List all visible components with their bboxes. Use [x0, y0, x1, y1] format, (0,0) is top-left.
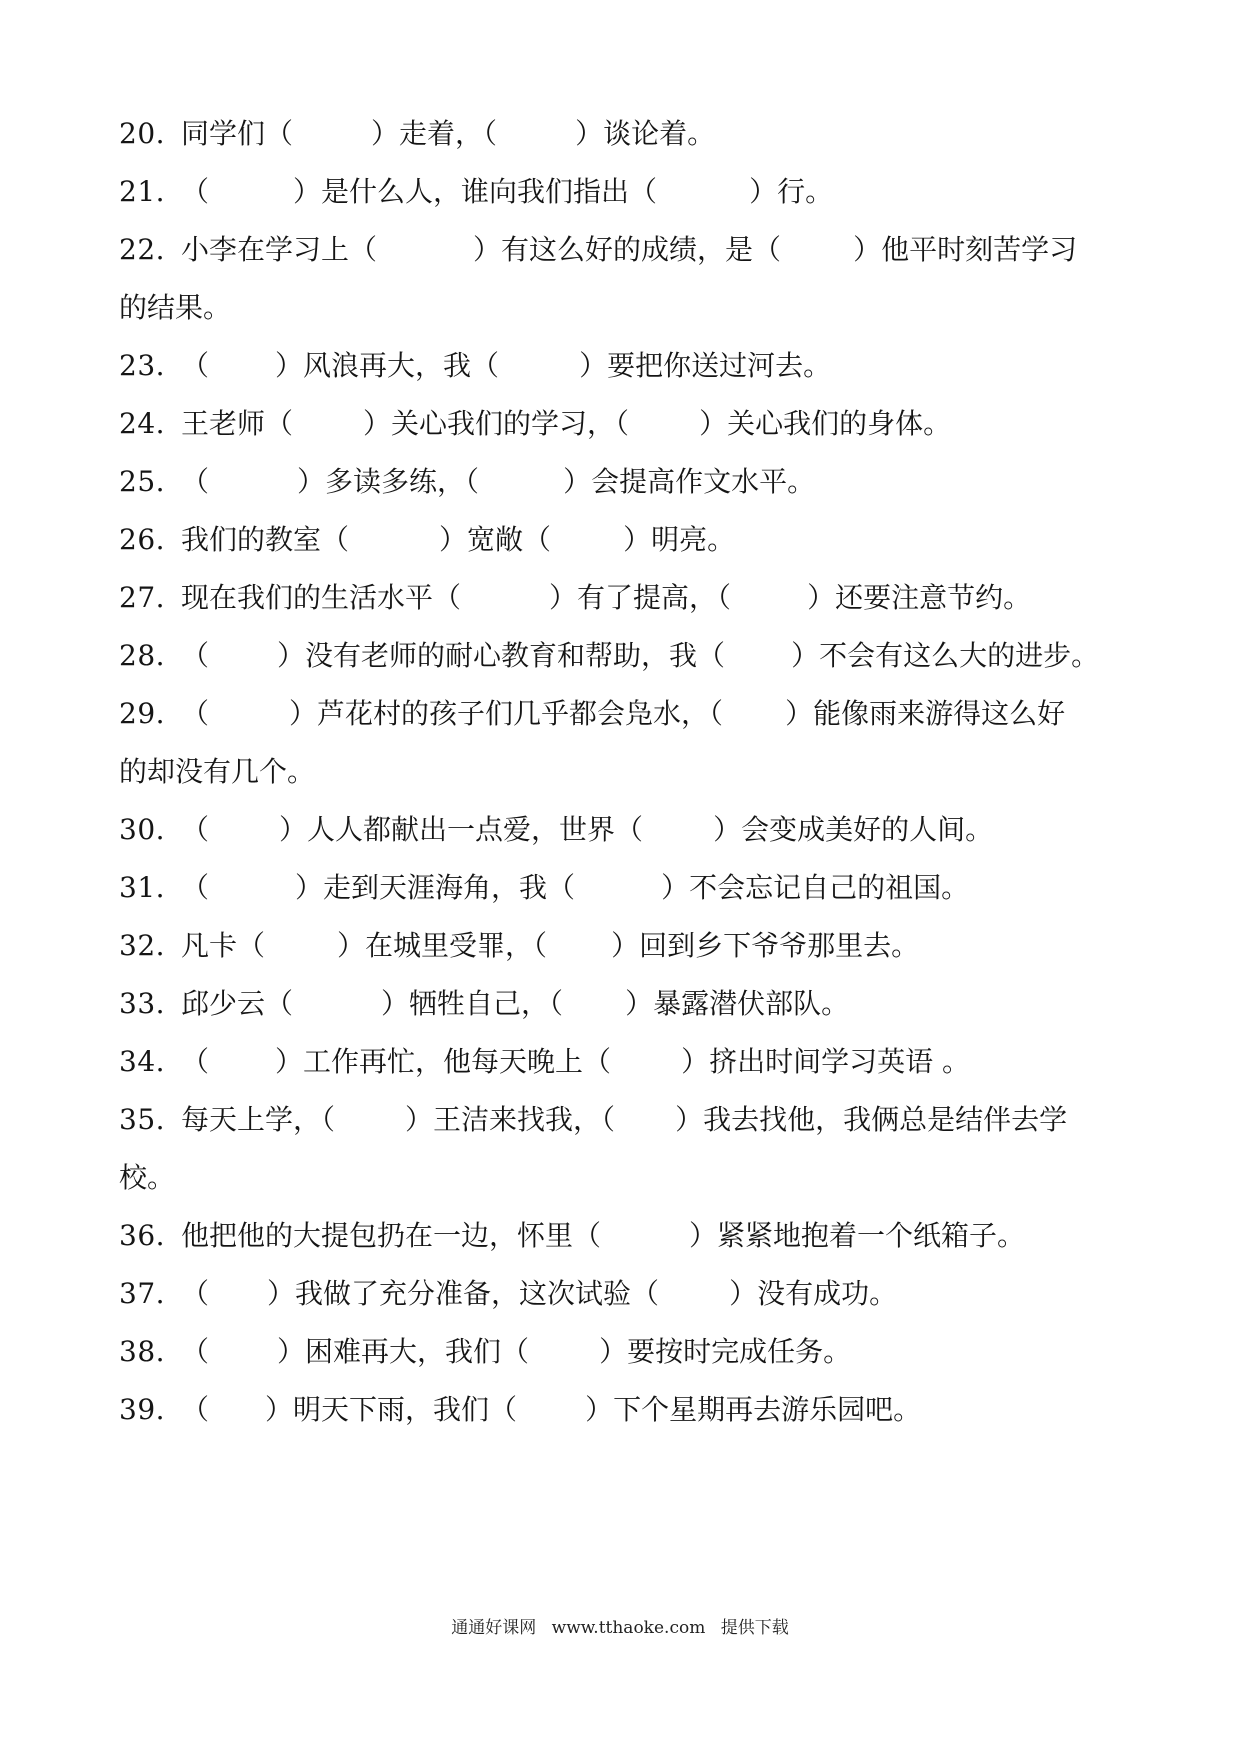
- item-text: ）行。: [749, 175, 834, 208]
- exercise-item: [119, 694, 1139, 734]
- item-text: （: [181, 175, 210, 208]
- item-text: （: [181, 871, 210, 904]
- exercise-item-continuation: 的结果。: [119, 291, 232, 324]
- exercise-item: [119, 636, 1139, 676]
- item-number: 27.: [119, 581, 166, 614]
- item-text: ）宽敞（: [439, 523, 552, 556]
- item-number: 24.: [119, 407, 166, 440]
- item-text: 王老师（: [181, 407, 294, 440]
- item-number: 34.: [119, 1045, 166, 1078]
- item-text: 同学们（: [181, 117, 294, 150]
- exercise-item: [119, 1274, 1139, 1314]
- exercise-item: [119, 1332, 1139, 1372]
- item-text: 凡卡（: [181, 929, 266, 962]
- exercise-item-continuation: 的却没有几个。: [119, 755, 316, 788]
- item-text: 邱少云（: [181, 987, 294, 1020]
- item-text: （: [181, 813, 210, 846]
- item-number: 22.: [119, 233, 166, 266]
- item-text: ）会变成美好的人间。: [713, 813, 994, 846]
- exercise-item: [119, 114, 1139, 154]
- item-text: ）明天下雨，我们（: [265, 1393, 518, 1426]
- exercise-item: [119, 1390, 1139, 1430]
- item-number: 25.: [119, 465, 166, 498]
- item-number: 35.: [119, 1103, 166, 1136]
- item-text: ）关心我们的学习，（: [363, 407, 630, 440]
- item-text: ）没有老师的耐心教育和帮助，我（: [277, 639, 726, 672]
- item-text: ）下个星期再去游乐园吧。: [585, 1393, 922, 1426]
- item-number: 38.: [119, 1335, 166, 1368]
- exercise-item-continuation: 校。: [119, 1161, 176, 1194]
- footer-note: 提供下载: [720, 1618, 789, 1638]
- exercise-item: [119, 346, 1139, 386]
- exercise-item: [119, 926, 1139, 966]
- item-number: 28.: [119, 639, 166, 672]
- item-text: 我们的教室（: [181, 523, 350, 556]
- item-text: ）是什么人，谁向我们指出（: [293, 175, 658, 208]
- item-text: （: [181, 639, 210, 672]
- item-text: ）关心我们的身体。: [699, 407, 952, 440]
- exercise-item: [119, 578, 1139, 618]
- item-number: 29.: [119, 697, 166, 730]
- item-number: 20.: [119, 117, 166, 150]
- item-number: 26.: [119, 523, 166, 556]
- item-text: ）人人都献出一点爱，世界（: [279, 813, 644, 846]
- item-text: ）明亮。: [623, 523, 736, 556]
- item-text: ）我做了充分准备，这次试验（: [267, 1277, 660, 1310]
- item-text: （: [181, 465, 210, 498]
- exercise-item: [119, 1042, 1139, 1082]
- item-text: （: [181, 1277, 210, 1310]
- item-text: ）挤出时间学习英语 。: [681, 1045, 970, 1078]
- item-text: ）没有成功。: [729, 1277, 898, 1310]
- item-text: ）回到乡下爷爷那里去。: [611, 929, 920, 962]
- item-text: ）有了提高，（: [549, 581, 732, 614]
- item-text: 现在我们的生活水平（: [181, 581, 462, 614]
- exercise-item: [119, 810, 1139, 850]
- item-text: ）走到天涯海角，我（: [295, 871, 576, 904]
- item-text: 小李在学习上（: [181, 233, 378, 266]
- item-text: ）他平时刻苦学习: [853, 233, 1078, 266]
- item-text: ）多读多练，（: [297, 465, 480, 498]
- exercise-item: [119, 868, 1139, 908]
- item-text: ）能像雨来游得这么好: [785, 697, 1066, 730]
- item-text: ）不会忘记自己的祖国。: [661, 871, 970, 904]
- item-text: （: [181, 1045, 210, 1078]
- item-text: ）我去找他，我俩总是结伴去学: [675, 1103, 1068, 1136]
- exercise-item: [119, 1100, 1139, 1140]
- item-text: ）紧紧地抱着一个纸箱子。: [689, 1219, 1026, 1252]
- item-text: ）会提高作文水平。: [563, 465, 816, 498]
- item-text: ）还要注意节约。: [807, 581, 1032, 614]
- exercise-item: [119, 984, 1139, 1024]
- item-number: 32.: [119, 929, 166, 962]
- item-text: ）芦花村的孩子们几乎都会凫水，（: [289, 697, 724, 730]
- item-number: 37.: [119, 1277, 166, 1310]
- item-number: 39.: [119, 1393, 166, 1426]
- exercise-item: [119, 230, 1139, 270]
- item-text: ）谈论着。: [575, 117, 716, 150]
- item-text: ）牺牲自己，（: [381, 987, 564, 1020]
- item-text: ）工作再忙，他每天晚上（: [275, 1045, 612, 1078]
- exercise-item: [119, 1216, 1139, 1256]
- item-text: ）不会有这么大的进步。: [791, 639, 1100, 672]
- item-number: 33.: [119, 987, 166, 1020]
- item-text: （: [181, 349, 210, 382]
- item-text: ）要按时完成任务。: [599, 1335, 852, 1368]
- item-text: （: [181, 1335, 210, 1368]
- item-text: 每天上学，（: [181, 1103, 336, 1136]
- item-number: 30.: [119, 813, 166, 846]
- exercise-item: [119, 404, 1139, 444]
- footer-url: www.tthaoke.com: [551, 1618, 706, 1638]
- item-text: ）在城里受罪，（: [337, 929, 548, 962]
- item-number: 21.: [119, 175, 166, 208]
- item-text: 他把他的大提包扔在一边，怀里（: [181, 1219, 602, 1252]
- item-text: ）王洁来找我，（: [405, 1103, 616, 1136]
- item-number: 36.: [119, 1219, 166, 1252]
- item-text: ）风浪再大，我（: [275, 349, 500, 382]
- item-text: ）困难再大，我们（: [277, 1335, 530, 1368]
- exercise-item: [119, 462, 1139, 502]
- item-text: （: [181, 697, 210, 730]
- item-number: 23.: [119, 349, 166, 382]
- exercise-item: [119, 172, 1139, 212]
- exercise-item: [119, 520, 1139, 560]
- footer-site-name: 通通好课网: [451, 1618, 537, 1638]
- page-footer: [0, 1616, 1240, 1640]
- item-text: ）走着，（: [371, 117, 498, 150]
- item-text: （: [181, 1393, 210, 1426]
- item-text: ）要把你送过河去。: [579, 349, 832, 382]
- item-text: ）有这么好的成绩，是（: [473, 233, 782, 266]
- item-number: 31.: [119, 871, 166, 904]
- item-text: ）暴露潜伏部队。: [625, 987, 850, 1020]
